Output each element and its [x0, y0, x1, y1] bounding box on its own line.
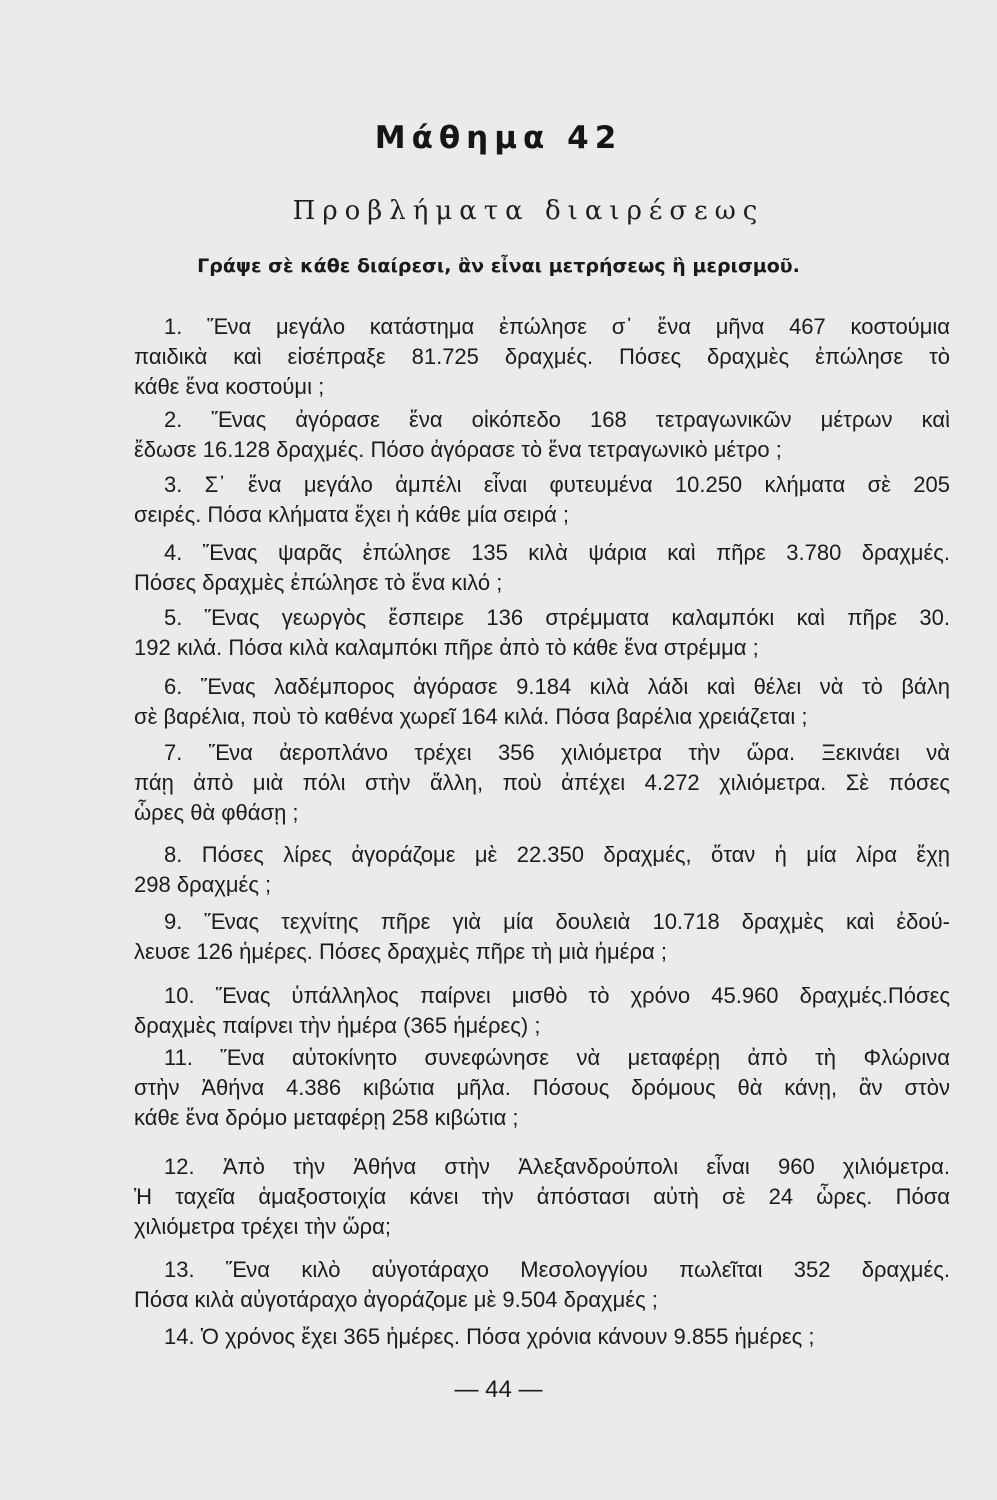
- problem-line: λευσε 126 ἡμέρες. Πόσες δραχμὲς πῆρε τὴ μιὰ ἡμέρα ;: [134, 939, 667, 964]
- instruction-text: Γράψε σὲ κάθε διαίρεσι, ἂν εἶναι μετρήσεως ἢ μερισμοῦ.: [197, 255, 800, 277]
- problem-line: 14. Ὁ χρόνος ἔχει 365 ἡμέρες. Πόσα χρόνια κάνουν 9.855 ἡμέρες ;: [164, 1324, 815, 1349]
- problem-line: πάῃ ἀπὸ μιὰ πόλι στὴν ἄλλη, ποὺ ἀπέχει 4.272 χιλιόμετρα. Σὲ πόσες: [134, 770, 950, 795]
- problem-line: σειρές. Πόσα κλήματα ἔχει ἡ κάθε μία σειρά ;: [134, 502, 570, 527]
- problem-line: 10. Ἕνας ὑπάλληλος παίρνει μισθὸ τὸ χρόνο 45.960 δραχμές.Πόσες: [164, 983, 950, 1008]
- problem-line: σὲ βαρέλια, ποὺ τὸ καθένα χωρεῖ 164 κιλά. Πόσα βαρέλια χρειάζεται ;: [134, 704, 808, 729]
- problem-14: [134, 1322, 950, 1352]
- problem-line: ὧρες θὰ φθάσῃ ;: [134, 800, 299, 825]
- problem-line: 6. Ἕνας λαδέμπορος ἀγόρασε 9.184 κιλὰ λάδι καὶ θέλει νὰ τὸ βάλη: [164, 674, 950, 699]
- problem-line: 11. Ἕνα αὐτοκίνητο συνεφώνησε νὰ μεταφέρῃ ἀπὸ τὴ Φλώρινα: [164, 1045, 950, 1070]
- problem-line: 192 κιλά. Πόσα κιλὰ καλαμπόκι πῆρε ἀπὸ τὸ κάθε ἕνα στρέμμα ;: [134, 635, 759, 660]
- problem-line: 13. Ἕνα κιλὸ αὐγοτάραχο Μεσολογγίου πωλεῖται 352 δραχμές.: [164, 1257, 950, 1282]
- problem-line: Πόσες δραχμὲς ἐπώλησε τὸ ἕνα κιλό ;: [134, 570, 503, 595]
- problem-line: παιδικὰ καὶ εἰσέπραξε 81.725 δραχμές. Πόσες δραχμὲς ἐπώλησε τὸ: [134, 344, 950, 369]
- problem-2: [134, 405, 950, 465]
- problem-3: [134, 470, 950, 530]
- lesson-subtitle: Προβλήματα διαιρέσεως: [292, 196, 765, 226]
- problem-12: [134, 1152, 950, 1242]
- problem-1: [134, 312, 950, 402]
- problem-line: κάθε ἕνα δρόμο μεταφέρῃ 258 κιβώτια ;: [134, 1105, 519, 1130]
- problem-line: κάθε ἕνα κοστούμι ;: [134, 374, 325, 399]
- problem-8: [134, 840, 950, 900]
- problem-line: στὴν Ἀθήνα 4.386 κιβώτια μῆλα. Πόσους δρόμους θὰ κάνῃ, ἂν στὸν: [134, 1075, 950, 1100]
- problem-line: Ἡ ταχεῖα ἁμαξοστοιχία κάνει τὴν ἀπόστασι αὐτὴ σὲ 24 ὧρες. Πόσα: [134, 1184, 950, 1209]
- problem-line: 5. Ἕνας γεωργὸς ἔσπειρε 136 στρέμματα καλαμπόκι καὶ πῆρε 30.: [164, 605, 950, 630]
- problem-line: 3. Σ᾽ ἕνα μεγάλο ἀμπέλι εἶναι φυτευμένα 10.250 κλήματα σὲ 205: [164, 472, 950, 497]
- lesson-title: Μάθημα 42: [374, 120, 623, 156]
- problem-line: Πόσα κιλὰ αὐγοτάραχο ἀγοράζομε μὲ 9.504 δραχμές ;: [134, 1287, 658, 1312]
- problem-4: [134, 538, 950, 598]
- problem-line: 1. Ἕνα μεγάλο κατάστημα ἐπώλησε σ᾽ ἕνα μῆνα 467 κοστούμια: [164, 314, 950, 339]
- problem-line: 9. Ἕνας τεχνίτης πῆρε γιὰ μία δουλειὰ 10.718 δραχμὲς καὶ ἐδού-: [164, 909, 950, 934]
- problem-line: 4. Ἕνας ψαρᾶς ἐπώλησε 135 κιλὰ ψάρια καὶ πῆρε 3.780 δραχμές.: [164, 540, 950, 565]
- problem-13: [134, 1255, 950, 1315]
- problem-9: [134, 907, 950, 967]
- problem-line: 7. Ἕνα ἀεροπλάνο τρέχει 356 χιλιόμετρα τὴν ὥρα. Ξεκινάει νὰ: [164, 740, 950, 765]
- problem-line: 8. Πόσες λίρες ἀγοράζομε μὲ 22.350 δραχμές, ὅταν ἡ μία λίρα ἔχῃ: [164, 842, 950, 867]
- page-number: — 44 —: [454, 1376, 543, 1403]
- problem-line: δραχμὲς παίρνει τὴν ἡμέρα (365 ἡμέρες) ;: [134, 1013, 541, 1038]
- problem-line: χιλιόμετρα τρέχει τὴν ὥρα;: [134, 1214, 392, 1239]
- problem-line: ἔδωσε 16.128 δραχμές. Πόσο ἀγόρασε τὸ ἕνα τετραγωνικὸ μέτρο ;: [134, 437, 782, 462]
- problem-5: [134, 603, 950, 663]
- problem-line: 12. Ἀπὸ τὴν Ἀθήνα στὴν Ἀλεξανδρούπολι εἶναι 960 χιλιόμετρα.: [164, 1154, 950, 1179]
- problem-10: [134, 981, 950, 1041]
- problem-7: [134, 738, 950, 828]
- problem-6: [134, 672, 950, 732]
- problem-line: 2. Ἕνας ἀγόρασε ἕνα οἰκόπεδο 168 τετραγωνικῶν μέτρων καὶ: [164, 407, 950, 432]
- problem-line: 298 δραχμές ;: [134, 872, 272, 897]
- problem-11: [134, 1043, 950, 1133]
